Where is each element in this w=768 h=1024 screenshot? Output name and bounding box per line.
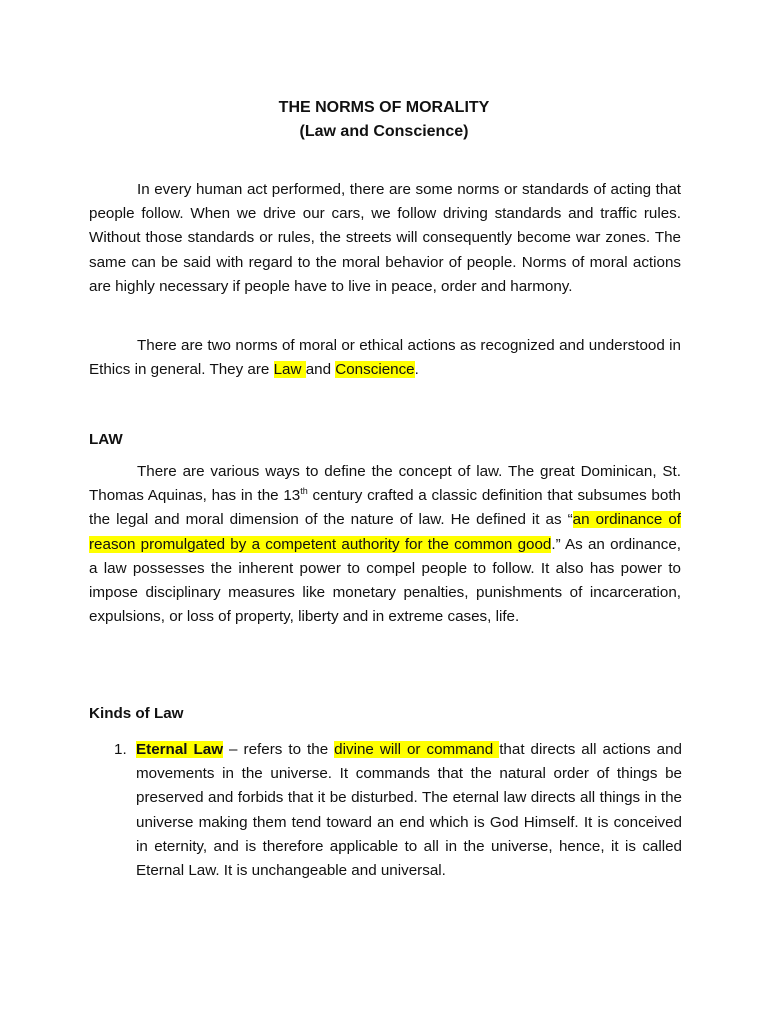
page-subtitle: (Law and Conscience): [299, 123, 469, 140]
intro-p2-and: and: [305, 361, 336, 379]
law-p-text-a: There are various ways to define the concept of law. The great Dominican, St. Thomas Aquinas, has in the 13: [89, 463, 681, 505]
intro-p2-end: .: [414, 361, 419, 379]
highlight-divine-will: divine will or command: [334, 741, 500, 758]
list-item-body: [136, 738, 682, 883]
page-title: THE NORMS OF MORALITY: [278, 99, 490, 116]
list-item-dash: – refers to the: [223, 741, 335, 758]
law-p-text-c: .” As an ordinance, a law possesses the inherent power to compel people to follow. It also has power to impose disciplinary measures like monetary penalties, punishments of incarceration, expulsions, or loss of property, liberty and in extreme cases, life.: [89, 535, 681, 626]
list-item-number: 1.: [114, 741, 127, 758]
ordinal-superscript: th: [300, 486, 308, 497]
intro-paragraph-1: In every human act performed, there are some norms or standards of acting that people follow. When we drive our cars, we follow driving standards and traffic rules. Without those standards or rules, the streets will consequently become war zones. The same can be said with regard to the moral behavior of people. Norms of moral actions are highly necessary if people have to live in peace, order and harmony.: [89, 181, 681, 295]
section-heading-law: LAW: [89, 431, 123, 448]
list-item-text: that directs all actions and movements in the universe. It commands that the natural order of things be preserved and forbids that it be disturbed. The eternal law directs all things in the universe making them tend toward an end which is God Himself. It is conceived in eternity, and is therefore applicable to all in the universe, hence, it is called Eternal Law. It is unchangeable and universal.: [136, 741, 682, 880]
intro-paragraph-2: [89, 334, 681, 382]
section-heading-kinds-of-law: Kinds of Law: [89, 705, 184, 722]
highlight-eternal-law: Eternal Law: [136, 741, 224, 758]
highlight-definition: an ordinance of reason promulgated by a competent authority for the common good: [89, 511, 681, 553]
law-paragraph: [89, 460, 681, 629]
law-p-text-b: century crafted a classic definition that subsumes both the legal and moral dimension of the nature of law. He defined it as “: [89, 487, 681, 529]
intro-p2-text: There are two norms of moral or ethical actions as recognized and understood in Ethics in general. They are: [89, 337, 681, 379]
highlight-conscience: Conscience: [335, 361, 415, 379]
highlight-law: Law: [273, 361, 306, 379]
